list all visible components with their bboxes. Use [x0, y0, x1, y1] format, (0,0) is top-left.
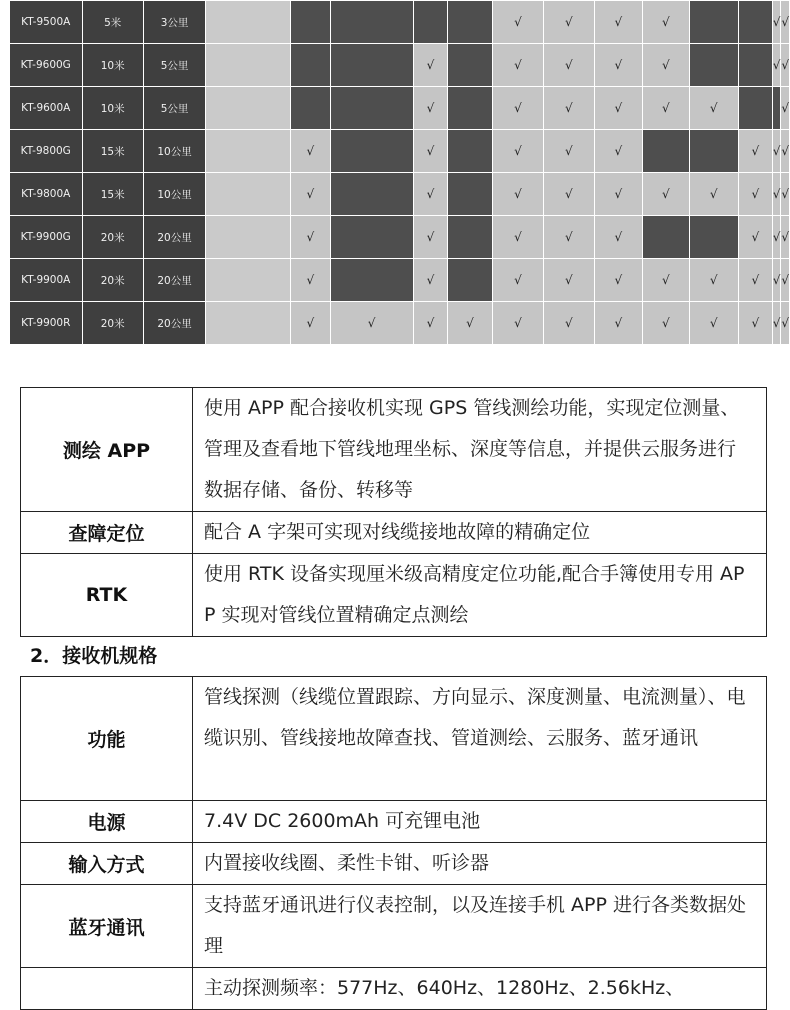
- range-cell: 20公里: [143, 302, 205, 345]
- matrix-partial-cell: [206, 173, 291, 216]
- depth-cell: 15米: [82, 130, 143, 173]
- spec-description: 7.4V DC 2600mAh 可充锂电池: [193, 801, 767, 843]
- empty-cell: [448, 259, 493, 302]
- check-cell: √: [492, 1, 543, 44]
- matrix-row: [10, 259, 790, 302]
- check-cell: √: [738, 259, 772, 302]
- feature-table: [20, 387, 767, 637]
- spec-description: 主动探测频率：577Hz、640Hz、1280Hz、2.56kHz、: [193, 968, 767, 1010]
- depth-cell: 20米: [82, 216, 143, 259]
- table-row: [21, 554, 767, 637]
- spec-name: 电源: [21, 801, 193, 843]
- check-cell: √: [781, 173, 790, 216]
- check-cell: √: [291, 130, 331, 173]
- feature-description: 使用 APP 配合接收机实现 GPS 管线测绘功能，实现定位测量、管理及查看地下管线地理坐标、深度等信息，并提供云服务进行数据存储、备份、转移等: [193, 388, 767, 512]
- empty-cell: [643, 216, 689, 259]
- empty-cell: [330, 87, 413, 130]
- empty-cell: [413, 1, 448, 44]
- check-cell: √: [643, 1, 689, 44]
- check-cell: √: [643, 173, 689, 216]
- check-cell: √: [772, 302, 781, 345]
- empty-cell: [330, 173, 413, 216]
- check-cell: √: [643, 44, 689, 87]
- depth-cell: 10米: [82, 44, 143, 87]
- check-cell: √: [492, 259, 543, 302]
- empty-cell: [448, 87, 493, 130]
- empty-cell: [330, 1, 413, 44]
- check-cell: √: [781, 259, 790, 302]
- empty-cell: [689, 130, 738, 173]
- matrix-row: [10, 216, 790, 259]
- check-cell: √: [448, 302, 493, 345]
- check-cell: √: [689, 302, 738, 345]
- check-cell: √: [772, 173, 781, 216]
- depth-cell: 10米: [82, 87, 143, 130]
- empty-cell: [291, 1, 331, 44]
- table-row: [21, 512, 767, 554]
- table-row: [21, 885, 767, 968]
- empty-cell: [448, 216, 493, 259]
- check-cell: √: [594, 216, 642, 259]
- matrix-partial-cell: [206, 1, 291, 44]
- empty-cell: [291, 87, 331, 130]
- empty-cell: [448, 130, 493, 173]
- spec-name: 功能: [21, 677, 193, 801]
- empty-cell: [772, 87, 781, 130]
- depth-cell: 20米: [82, 259, 143, 302]
- table-row: [21, 801, 767, 843]
- check-cell: √: [772, 216, 781, 259]
- empty-cell: [448, 44, 493, 87]
- check-cell: √: [772, 1, 781, 44]
- model-cell: KT-9900R: [10, 302, 83, 345]
- check-cell: √: [689, 259, 738, 302]
- check-cell: √: [544, 1, 594, 44]
- check-cell: √: [413, 173, 448, 216]
- feature-name: 测绘 APP: [21, 388, 193, 512]
- empty-cell: [448, 173, 493, 216]
- check-cell: √: [492, 302, 543, 345]
- check-cell: √: [781, 1, 790, 44]
- check-cell: √: [544, 302, 594, 345]
- check-cell: √: [643, 302, 689, 345]
- check-cell: √: [781, 87, 790, 130]
- check-cell: √: [738, 302, 772, 345]
- matrix-partial-cell: [206, 44, 291, 87]
- empty-cell: [738, 87, 772, 130]
- spec-description: 支持蓝牙通讯进行仪表控制，以及连接手机 APP 进行各类数据处理: [193, 885, 767, 968]
- matrix-row: [10, 302, 790, 345]
- check-cell: √: [413, 302, 448, 345]
- check-cell: √: [291, 216, 331, 259]
- spec-name: [21, 968, 193, 1010]
- matrix-partial-cell: [206, 216, 291, 259]
- matrix-row: [10, 173, 790, 216]
- feature-description: 使用 RTK 设备实现厘米级高精度定位功能,配合手簿使用专用 APP 实现对管线位置精确定点测绘: [193, 554, 767, 637]
- check-cell: √: [492, 173, 543, 216]
- check-cell: √: [772, 130, 781, 173]
- check-cell: √: [492, 44, 543, 87]
- check-cell: √: [413, 130, 448, 173]
- range-cell: 5公里: [143, 44, 205, 87]
- empty-cell: [643, 130, 689, 173]
- empty-cell: [448, 1, 493, 44]
- check-cell: √: [781, 302, 790, 345]
- table-row: [21, 968, 767, 1010]
- depth-cell: 20米: [82, 302, 143, 345]
- check-cell: √: [594, 44, 642, 87]
- check-cell: √: [772, 259, 781, 302]
- model-cell: KT-9900G: [10, 216, 83, 259]
- check-cell: √: [594, 259, 642, 302]
- empty-cell: [689, 216, 738, 259]
- check-cell: √: [291, 302, 331, 345]
- range-cell: 10公里: [143, 130, 205, 173]
- check-cell: √: [544, 130, 594, 173]
- check-cell: √: [781, 44, 790, 87]
- check-cell: √: [772, 44, 781, 87]
- depth-cell: 5米: [82, 1, 143, 44]
- check-cell: √: [689, 87, 738, 130]
- check-cell: √: [781, 130, 790, 173]
- check-cell: √: [544, 44, 594, 87]
- check-cell: √: [544, 216, 594, 259]
- matrix-row: [10, 87, 790, 130]
- model-feature-matrix: [9, 0, 790, 345]
- matrix-partial-cell: [206, 87, 291, 130]
- matrix-row: [10, 44, 790, 87]
- table-row: [21, 843, 767, 885]
- matrix-body: [10, 1, 790, 345]
- matrix-partial-cell: [206, 259, 291, 302]
- check-cell: √: [738, 130, 772, 173]
- table-row: [21, 388, 767, 512]
- check-cell: √: [413, 44, 448, 87]
- check-cell: √: [738, 216, 772, 259]
- matrix-partial-cell: [206, 130, 291, 173]
- section-heading: 2．接收机规格: [30, 645, 158, 667]
- check-cell: √: [291, 259, 331, 302]
- check-cell: √: [413, 87, 448, 130]
- table-row: [21, 677, 767, 801]
- check-cell: √: [689, 173, 738, 216]
- model-cell: KT-9600A: [10, 87, 83, 130]
- empty-cell: [291, 44, 331, 87]
- range-cell: 20公里: [143, 259, 205, 302]
- model-cell: KT-9500A: [10, 1, 83, 44]
- empty-cell: [689, 44, 738, 87]
- range-cell: 10公里: [143, 173, 205, 216]
- check-cell: √: [330, 302, 413, 345]
- model-cell: KT-9800A: [10, 173, 83, 216]
- empty-cell: [330, 44, 413, 87]
- receiver-spec-table: [20, 676, 767, 1010]
- model-cell: KT-9900A: [10, 259, 83, 302]
- check-cell: √: [594, 1, 642, 44]
- spec-name: 蓝牙通讯: [21, 885, 193, 968]
- check-cell: √: [544, 87, 594, 130]
- model-cell: KT-9800G: [10, 130, 83, 173]
- spec-name: 输入方式: [21, 843, 193, 885]
- empty-cell: [330, 130, 413, 173]
- empty-cell: [689, 1, 738, 44]
- empty-cell: [330, 259, 413, 302]
- feature-description: 配合 A 字架可实现对线缆接地故障的精确定位: [193, 512, 767, 554]
- range-cell: 3公里: [143, 1, 205, 44]
- check-cell: √: [544, 173, 594, 216]
- check-cell: √: [544, 259, 594, 302]
- check-cell: √: [594, 302, 642, 345]
- empty-cell: [738, 44, 772, 87]
- feature-name: 查障定位: [21, 512, 193, 554]
- check-cell: √: [738, 173, 772, 216]
- range-cell: 5公里: [143, 87, 205, 130]
- matrix-row: [10, 130, 790, 173]
- check-cell: √: [594, 87, 642, 130]
- check-cell: √: [413, 216, 448, 259]
- spec-description: 管线探测（线缆位置跟踪、方向显示、深度测量、电流测量）、电缆识别、管线接地故障查找、管道测绘、云服务、蓝牙通讯: [193, 677, 767, 801]
- check-cell: √: [643, 87, 689, 130]
- check-cell: √: [291, 173, 331, 216]
- range-cell: 20公里: [143, 216, 205, 259]
- spec-description: 内置接收线圈、柔性卡钳、听诊器: [193, 843, 767, 885]
- check-cell: √: [413, 259, 448, 302]
- check-cell: √: [594, 130, 642, 173]
- check-cell: √: [492, 87, 543, 130]
- check-cell: √: [492, 216, 543, 259]
- model-cell: KT-9600G: [10, 44, 83, 87]
- depth-cell: 15米: [82, 173, 143, 216]
- empty-cell: [738, 1, 772, 44]
- empty-cell: [330, 216, 413, 259]
- check-cell: √: [492, 130, 543, 173]
- matrix-row: [10, 1, 790, 44]
- check-cell: √: [594, 173, 642, 216]
- feature-name: RTK: [21, 554, 193, 637]
- check-cell: √: [643, 259, 689, 302]
- matrix-partial-cell: [206, 302, 291, 345]
- check-cell: √: [781, 216, 790, 259]
